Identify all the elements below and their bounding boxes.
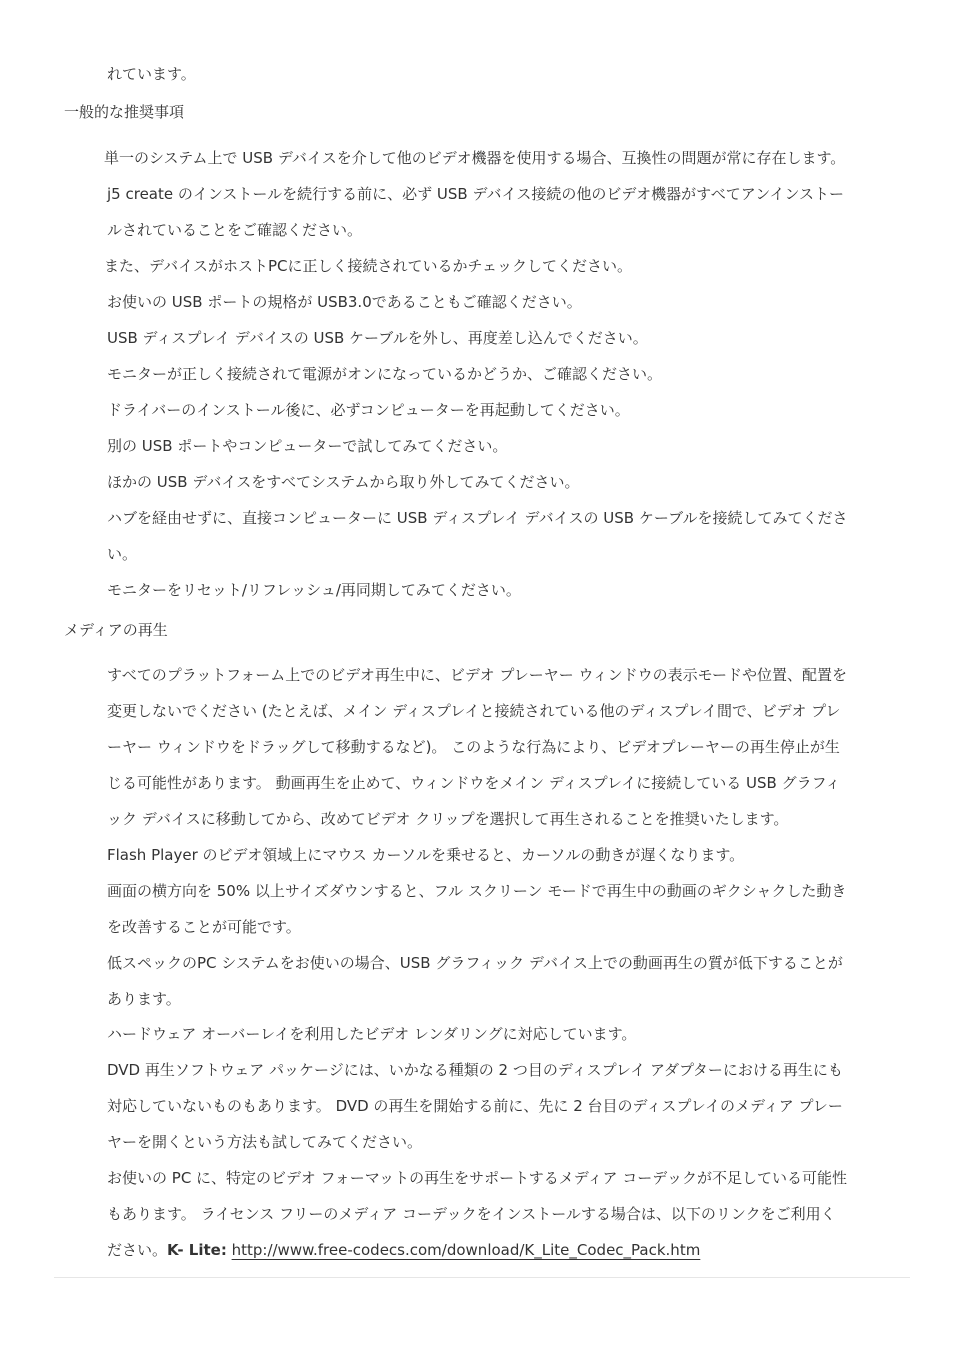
media-line-4: じる可能性があります。 動画再生を止めて、ウィンドウをメイン ディスプレイに接続している USB グラフィ [107, 774, 841, 792]
media-line-15: お使いの PC に、特定のビデオ フォーマットの再生をサポートするメディア コーデックが不足している可能性 [107, 1169, 847, 1187]
media-line-17 [107, 1240, 700, 1260]
general-line-7: モニターが正しく接続されて電源がオンになっているかどうか、ご確認ください。 [107, 365, 663, 383]
media-line-17-prefix: ださい。 [107, 1241, 168, 1259]
codec-label: K- Lite: [167, 1241, 227, 1259]
media-line-14: ヤーを開くという方法も試してみてください。 [107, 1133, 423, 1151]
general-line-3: ルされていることをご確認ください。 [107, 221, 363, 239]
media-line-12: DVD 再生ソフトウェア パッケージには、いかなる種類の 2 つ目のディスプレイ アダプターにおける再生にも [107, 1061, 843, 1079]
general-line-6: USB ディスプレイ デバイスの USB ケーブルを外し、再度差し込んでください。 [107, 329, 648, 347]
general-line-11: ハブを経由せずに、直接コンピューターに USB ディスプレイ デバイスの USB ケーブルを接続してみてくださ [107, 509, 848, 527]
general-line-13: モニターをリセット/リフレッシュ/再同期してみてください。 [107, 581, 521, 599]
media-line-1: すべてのプラットフォーム上でのビデオ再生中に、ビデオ プレーヤー ウィンドウの表示モードや位置、配置を [107, 666, 848, 684]
media-line-6: Flash Player のビデオ領域上にマウス カーソルを乗せると、カーソルの動きが遅くなります。 [107, 846, 745, 864]
footer-divider [54, 1277, 910, 1278]
media-line-8: を改善することが可能です。 [107, 918, 301, 936]
section-heading-general: 一般的な推奨事項 [64, 103, 185, 121]
media-line-3: ーヤー ウィンドウをドラッグして移動するなど)。 このような行為により、ビデオプレーヤーの再生停止が生 [107, 738, 840, 756]
general-line-12: い。 [107, 545, 138, 563]
media-line-9: 低スペックのPC システムをお使いの場合、USB グラフィック デバイス上での動画再生の質が低下することが [107, 954, 843, 972]
general-line-5: お使いの USB ポートの規格が USB3.0であることもご確認ください。 [107, 293, 582, 311]
media-line-7: 画面の横方向を 50% 以上サイズダウンすると、フル スクリーン モードで再生中の動画のギクシャクした動き [107, 882, 847, 900]
media-line-10: あります。 [107, 990, 181, 1008]
general-line-2: j5 create のインストールを続行する前に、必ず USB デバイス接続の他のビデオ機器がすべてアンインストー [107, 185, 844, 203]
general-line-10: ほかの USB デバイスをすべてシステムから取り外してみてください。 [107, 473, 580, 491]
codec-download-link[interactable]: http://www.free-codecs.com/download/K_Lite_Codec_Pack.htm [231, 1241, 701, 1259]
general-line-4: また、デバイスがホストPCに正しく接続されているかチェックしてください。 [104, 257, 633, 275]
general-line-1: 単一のシステム上で USB デバイスを介して他のビデオ機器を使用する場合、互換性の問題が常に存在します。 [104, 149, 846, 167]
media-line-2: 変更しないでください (たとえば、メイン ディスプレイと接続されている他のディスプレイ間で、ビデオ プレ [107, 702, 841, 720]
media-line-5: ック デバイスに移動してから、改めてビデオ クリップを選択して再生されることを推奨いたします。 [107, 810, 789, 828]
section-heading-media: メディアの再生 [64, 621, 168, 639]
media-line-16: もあります。 ライセンス フリーのメディア コーデックをインストールする場合は、以下のリンクをご利用く [107, 1205, 836, 1223]
media-line-11: ハードウェア オーバーレイを利用したビデオ レンダリングに対応しています。 [107, 1025, 637, 1043]
general-line-8: ドライバーのインストール後に、必ずコンピューターを再起動してください。 [107, 401, 630, 419]
general-line-9: 別の USB ポートやコンピューターで試してみてください。 [107, 437, 508, 455]
intro-continuation: れています。 [107, 65, 196, 83]
media-line-13: 対応していないものもあります。 DVD の再生を開始する前に、先に 2 台目のディスプレイのメディア プレー [107, 1097, 843, 1115]
